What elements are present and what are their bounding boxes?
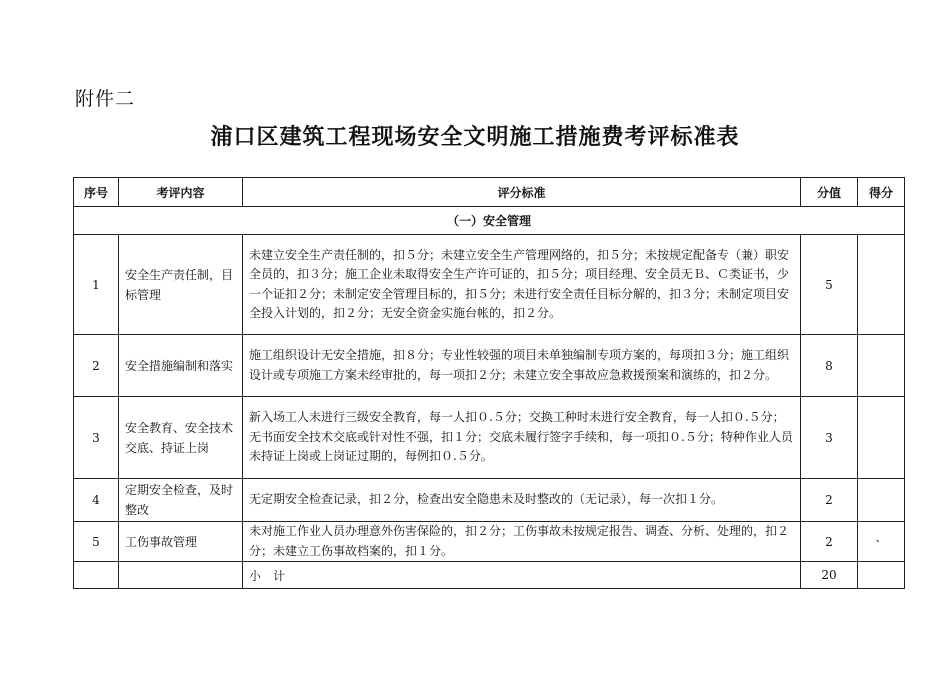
row-obtained xyxy=(858,479,905,522)
row-no: 2 xyxy=(74,335,119,397)
section-title: （一）安全管理 xyxy=(74,207,905,235)
row-no: 3 xyxy=(74,397,119,479)
row-no: 4 xyxy=(74,479,119,522)
subtotal-empty-no xyxy=(74,562,119,589)
row-no: 5 xyxy=(74,522,119,562)
header-criteria: 评分标准 xyxy=(243,178,801,207)
subtotal-label: 小 计 xyxy=(243,562,801,589)
header-obtained: 得分 xyxy=(858,178,905,207)
row-score: 8 xyxy=(801,335,858,397)
subtotal-score: 20 xyxy=(801,562,858,589)
row-item: 工伤事故管理 xyxy=(119,522,243,562)
row-score: 2 xyxy=(801,479,858,522)
section-row xyxy=(74,207,905,235)
row-score: 3 xyxy=(801,397,858,479)
row-criteria: 施工组织设计无安全措施，扣８分；专业性较强的项目未单独编制专项方案的，每项扣３分；施工组织设计或专项施工方案未经审批的，每一项扣２分；未建立安全事故应急救援预案和演练的，扣２分。 xyxy=(243,335,801,397)
table-row xyxy=(74,522,905,562)
row-criteria: 未建立安全生产责任制的，扣５分；未建立安全生产管理网络的，扣５分；未按规定配备专（兼）职安全员的，扣３分；施工企业未取得安全生产许可证的，扣５分；项目经理、安全员无Ｂ、Ｃ类证书，少一个证扣２分；未制定安全管理目标的，扣５分；未进行安全责任目标分解的，扣３分；未制定项目安全投入计划的，扣２分；无安全资金实施台帐的，扣２分。 xyxy=(243,235,801,335)
header-no: 序号 xyxy=(74,178,119,207)
header-score: 分值 xyxy=(801,178,858,207)
row-no: 1 xyxy=(74,235,119,335)
document-title: 浦口区建筑工程现场安全文明施工措施费考评标准表 xyxy=(210,125,740,150)
subtotal-empty-obtained xyxy=(858,562,905,589)
row-score: 5 xyxy=(801,235,858,335)
row-item: 安全教育、安全技术交底、持证上岗 xyxy=(119,397,243,479)
attachment-label: 附件二 xyxy=(75,88,136,110)
row-criteria: 未对施工作业人员办理意外伤害保险的，扣２分；工伤事故未按规定报告、调查、分析、处理的，扣２分；未建立工伤事故档案的，扣１分。 xyxy=(243,522,801,562)
evaluation-table xyxy=(73,177,905,589)
subtotal-row xyxy=(74,562,905,589)
row-item: 定期安全检查，及时整改 xyxy=(119,479,243,522)
row-item: 安全生产责任制，目标管理 xyxy=(119,235,243,335)
header-content: 考评内容 xyxy=(119,178,243,207)
table-row xyxy=(74,335,905,397)
row-criteria: 无定期安全检查记录，扣２分，检查出安全隐患未及时整改的（无记录），每一次扣１分。 xyxy=(243,479,801,522)
row-score: 2 xyxy=(801,522,858,562)
table-row xyxy=(74,479,905,522)
row-criteria: 新入场工人未进行三级安全教育，每一人扣０.５分；交换工种时未进行安全教育，每一人扣０.５分；无书面安全技术交底或针对性不强，扣１分；交底未履行签字手续和，每一项扣０.５分；特种作业人员未持证上岗或上岗证过期的，每例扣０.５分。 xyxy=(243,397,801,479)
row-item: 安全措施编制和落实 xyxy=(119,335,243,397)
row-obtained xyxy=(858,397,905,479)
row-obtained xyxy=(858,335,905,397)
table-header-row xyxy=(74,178,905,207)
table-row xyxy=(74,397,905,479)
subtotal-empty-item xyxy=(119,562,243,589)
obtained-mark: 、 xyxy=(875,530,887,544)
table-row xyxy=(74,235,905,335)
row-obtained xyxy=(858,235,905,335)
row-obtained xyxy=(858,522,905,562)
